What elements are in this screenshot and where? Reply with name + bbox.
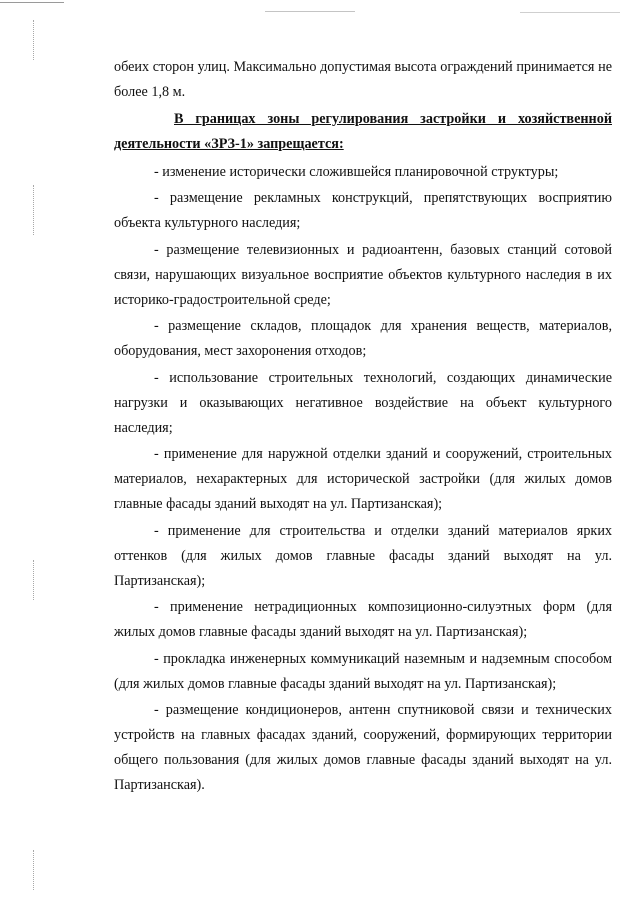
list-item: - изменение исторически сложившейся планировочной структуры;	[154, 163, 559, 180]
scan-edge-mark-2	[33, 185, 36, 235]
list-item: - размещение телевизионных и радиоантенн, базовых станций сотовой связи, нарушающих визуальное восприятие объектов культурного наследия в их историко-градостроительной среде;	[114, 241, 612, 308]
list-item: - применение нетрадиционных композиционно-силуэтных форм (для жилых домов главные фасады зданий выходят на ул. Партизанская);	[114, 599, 612, 640]
document-body	[114, 55, 612, 800]
intro-paragraph: обеих сторон улиц. Максимально допустимая высота ограждений принимается не более 1,8 м.	[114, 59, 612, 100]
list-item: - размещение складов, площадок для хранения веществ, материалов, оборудования, мест захоронения отходов;	[114, 318, 612, 359]
list-item: - размещение рекламных конструкций, препятствующих восприятию объекта культурного наследия;	[114, 190, 612, 231]
section-heading: В границах зоны регулирования застройки и хозяйственной деятельности «ЗРЗ-1» запрещается:	[114, 110, 612, 152]
list-item: - применение для наружной отделки зданий и сооружений, строительных материалов, нехарактерных для исторической застройки (для жилых домов главные фасады зданий выходят на ул. Партизанская);	[114, 446, 612, 512]
scan-line-top-middle	[265, 11, 355, 12]
scan-edge-mark-1	[33, 20, 36, 60]
scan-line-top-left	[0, 2, 64, 3]
scan-line-top-right	[520, 12, 620, 13]
list-item: - прокладка инженерных коммуникаций наземным и надземным способом (для жилых домов главные фасады зданий выходят на ул. Партизанская);	[114, 650, 612, 692]
scan-edge-mark-4	[33, 850, 36, 890]
scan-edge-mark-3	[33, 560, 36, 600]
list-item: - использование строительных технологий, создающих динамические нагрузки и оказывающих негативное воздействие на объект культурного наследия;	[114, 369, 612, 436]
list-item: - применение для строительства и отделки зданий материалов ярких оттенков (для жилых домов главные фасады зданий выходят на ул. Партизанская);	[114, 522, 612, 589]
list-item: - размещение кондиционеров, антенн спутниковой связи и технических устройств на главных фасадах зданий, сооружений, формирующих территории общего пользования (для жилых домов главные фасады зданий выходят на ул. Партизанская).	[114, 702, 612, 793]
